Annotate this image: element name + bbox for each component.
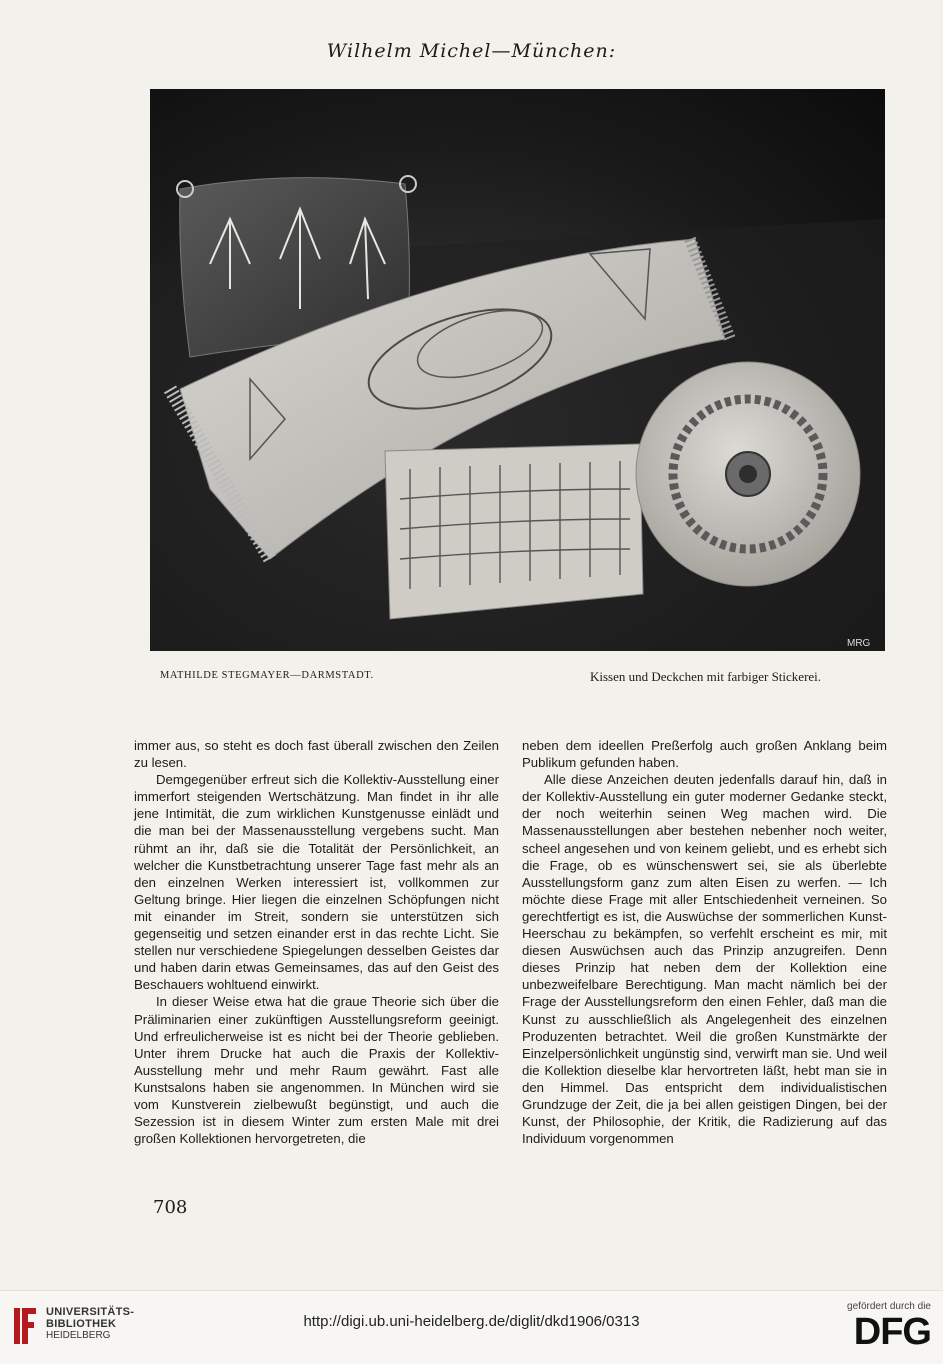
text-column-left (134, 737, 499, 1147)
funder-logo[interactable] (847, 1301, 931, 1352)
round-doily (636, 362, 860, 586)
funding-note: gefördert durch die (847, 1301, 931, 1312)
library-name: UNIVERSITÄTS- BIBLIOTHEK HEIDELBERG (46, 1306, 135, 1341)
dfg-logo-text: DFG (853, 1311, 931, 1353)
photo-plate-embroidered-cushions (150, 89, 885, 651)
plate-monogram: MRG (847, 638, 871, 649)
paragraph: Demgegenüber erfreut sich die Kollektiv-Ausstellung einer immerfort steigenden Wertschätzung. Man findet in ihr alle jene Intimität, die zum wirklichen Kunstgenusse einlädt und die man bei der Massenausstellung vergebens sucht. Man rühmt an ihr, daß sie die Totalität der Persönlichkeit, an welcher die Kunstbetrachtung unserer Tage fast mehr als an den einzelnen Werken interessiert ist, vollkommen zur Geltung bringe. Hier liegen die einzelnen Schöpfungen nicht mit einander im Streit, sondern sie unterstützen sich gegenseitig und setzen einander erst in das rechte Licht. Sie stellen nur verschiedene Spiegelungen desselben Geistes dar und haben darin etwas Gemeinsames, das auf den Geist des Beschauers wohltuend einwirkt. (134, 772, 499, 993)
paragraph: immer aus, so steht es doch fast überall zwischen den Zeilen zu lesen. (134, 738, 499, 771)
photograph (150, 89, 885, 651)
paragraph: neben dem ideellen Preßerfolg auch großen Anklang beim Publikum gefunden haben. (522, 738, 887, 771)
paragraph: Alle diese Anzeichen deuten jedenfalls darauf hin, daß in der Kollektiv-Ausstellung ein guter moderner Gedanke steckt, der noch weiterhin seinen Weg machen wird. Die Massenausstellungen aber bestehen nebenher noch weiter, scheel angesehen und von keinem geliebt, und es erhebt sich die Frage, ob es wünschenswert sei, sie als überlebte Ausstellungsform ganz zum alten Eisen zu werfen. — Ich möchte diese Frage mit aller Entschiedenheit verneinen. So gerechtfertigt es ist, die Auswüchse der sommerlichen Kunst-Heerschau zu bekämpfen, so verfehlt erscheint es mir, mit diesen Auswüchsen auch das Prinzip anzugreifen. Denn dieses Prinzip hat neben dem der Kollektion eine unbezweifelbare Berechtigung. Man macht nämlich bei der Frage der Ausstellungsreform den einen Fehler, daß man die Kunst zu ausschließlich als Angelegenheit des einzelnen Produzenten betrachtet. Weil die großen Kunstmärkte der Einzelpersönlichkeit ungünstig sind, verwirft man sie. Und weil die Kollektion dieselbe klar hervortreten läßt, hebt man sie in den Himmel. Das entspricht dem individualistischen Grundzuge der Zeit, die ja bei allen geistigen Dingen, bei der Kunst, der Philosophie, der Kritik, die Radizierung auf das Individuum vorgenommen (522, 772, 887, 1147)
running-title: Wilhelm Michel—München: (326, 40, 617, 62)
caption-description: Kissen und Deckchen mit farbiger Stickerei. (590, 669, 822, 684)
patterned-cushion (385, 444, 643, 619)
paragraph: In dieser Weise etwa hat die graue Theorie sich über die Präliminarien einer zukünftigen Ausstellungsreform geeinigt. Und erfreulicherweise ist es nicht bei der Theorie geblieben. Unter ihrem Drucke hat auch die Praxis der Kollektiv-Ausstellung mehr und mehr Raum gewährt. Fast alle Kunstsalons haben sie angenommen. In München wird sie vom Kunstverein zielbewußt begünstigt, und auch die Sezession ist in diesem Winter zum ersten Male mit drei großen Kollektionen hervorgetreten, die (134, 994, 499, 1147)
viewer-footer (0, 1290, 943, 1364)
page-number: 708 (153, 1197, 188, 1218)
text-column-right (522, 737, 887, 1147)
permalink-url[interactable]: http://digi.ub.uni-heidelberg.de/diglit/dkd1906/0313 (303, 1313, 640, 1330)
caption-artist: MATHILDE STEGMAYER—DARMSTADT. (160, 670, 374, 681)
